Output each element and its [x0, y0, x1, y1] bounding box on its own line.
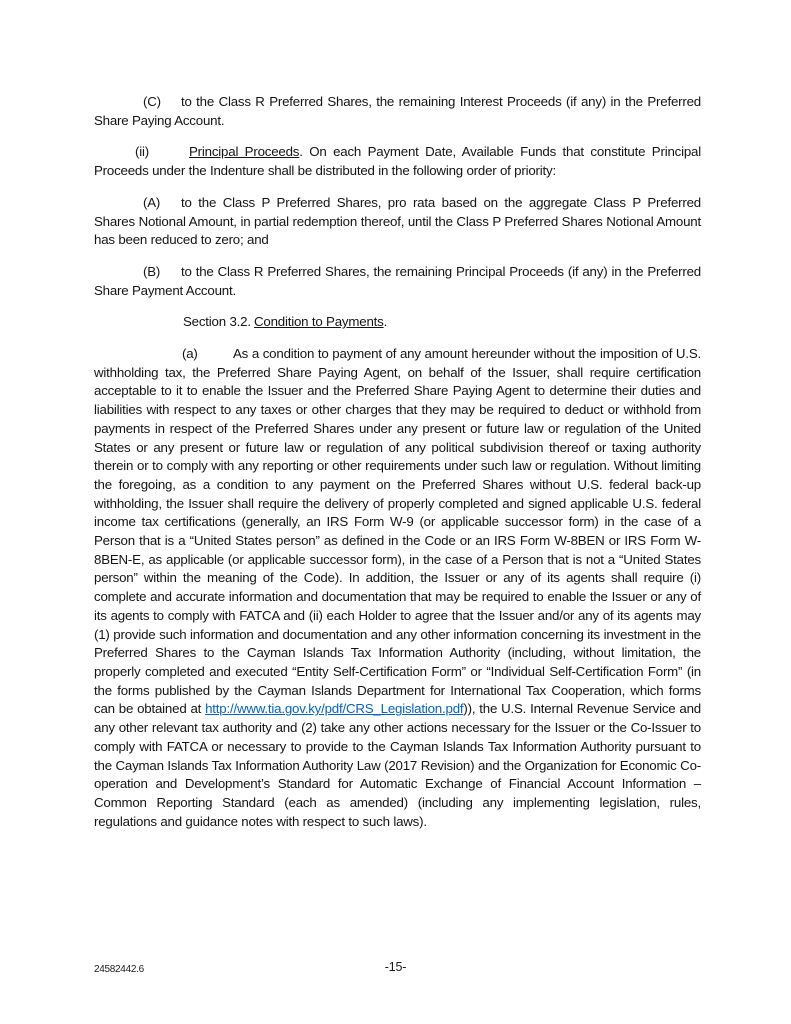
item-a-text-after-link: )), the U.S. Internal Revenue Service and any other relevant tax authority and (2) take any other actions necessary for the Issuer or the Co-Issuer to comply with FATCA or necessary to provide to the Cayman Islands Tax Information Authority pursuant to the Cayman Islands Tax Information Authority Law (2017 Revision) and the Organization for Economic Co-operation and Development’s Standard for Automatic Exchange of Financial Account Information – Common Reporting Standard (each as amended) (including any implementing legislation, rules, regulations and guidance notes with respect to such laws).	[94, 701, 701, 829]
page-footer	[0, 960, 791, 980]
footer-doc-number: 24582442.6	[94, 964, 144, 975]
paragraph-item-A	[94, 194, 701, 250]
paragraph-item-a	[94, 345, 701, 831]
document-body	[94, 93, 701, 844]
crs-legislation-link[interactable]: http://www.tia.gov.ky/pdf/CRS_Legislation.pdf	[205, 701, 464, 717]
section-3-2-label: Section 3.2.	[183, 314, 251, 330]
item-ii-underlined-heading: Principal Proceeds	[189, 144, 300, 160]
item-a-text-before-link: As a condition to payment of any amount hereunder without the imposition of U.S. withholding tax, the Preferred Share Paying Agent, on behalf of the Issuer, shall require certification acceptable to it to enable the Issuer and the Preferred Share Paying Agent to determine their duties and liabilities with respect to any taxes or other charges that they may be required to deduct or withhold from payments in respect of the Preferred Shares under any present or future law or regulation of the United States or any present or future law or regulation of any political subdivision thereof or taxing authority therein or to comply with any reporting or other requirements under such law or regulation. Without limiting the foregoing, as a condition to any payment on the Preferred Shares without U.S. federal back-up withholding, the Issuer shall require the delivery of properly completed and signed applicable U.S. federal income tax certifications (generally, an IRS Form W-9 (or applicable successor form) in the case of a Person that is a “United States person” as defined in the Code or an IRS Form W-8BEN or IRS Form W-8BEN-E, as applicable (or applicable successor form), in the case of a Person that is not a “United States person” within the meaning of the Code). In addition, the Issuer or any of its agents shall require (i) complete and accurate information and documentation that may be required to enable the Issuer or any of its agents to comply with FATCA and (ii) each Holder to agree that the Issuer and/or any of its agents may (1) provide such information and documentation and any other information concerning its investment in the Preferred Shares to the Cayman Islands Tax Information Authority (including, without limitation, the properly completed and executed “Entity Self-Certification Form” or “Individual Self-Certification Form” (in the forms published by the Cayman Islands Department for International Tax Cooperation, which forms can be obtained at	[94, 346, 701, 717]
item-B-label: (B)	[143, 263, 161, 279]
item-a-label: (a)	[182, 346, 198, 362]
section-3-2-trailing-period: .	[383, 314, 388, 330]
item-B-text: to the Class R Preferred Shares, the remaining Principal Proceeds (if any) in the Preferred Share Payment Account.	[94, 263, 701, 298]
paragraph-item-ii	[94, 143, 701, 180]
item-c-label: (C)	[143, 94, 161, 109]
item-ii-label: (ii)	[135, 144, 149, 160]
item-A-label: (A)	[143, 194, 161, 210]
item-c-text: to the Class R Preferred Shares, the remaining Interest Proceeds (if any) in the Preferred Share Paying Account.	[94, 94, 701, 128]
section-heading-3-2	[94, 313, 701, 332]
paragraph-item-B	[94, 263, 701, 300]
item-A-text: to the Class P Preferred Shares, pro rata based on the aggregate Class P Preferred Shares Notional Amount, in partial redemption thereof, until the Class P Preferred Shares Notional Amount has been reduced to zero; and	[94, 194, 701, 248]
paragraph-item-C	[94, 93, 701, 130]
section-3-2-underlined-heading: Condition to Payments	[254, 314, 384, 330]
footer-page-number: -15-	[384, 960, 407, 974]
item-ii-text: . On each Payment Date, Available Funds that constitute Principal Proceeds under the Indenture shall be distributed in the following order of priority:	[94, 144, 701, 179]
